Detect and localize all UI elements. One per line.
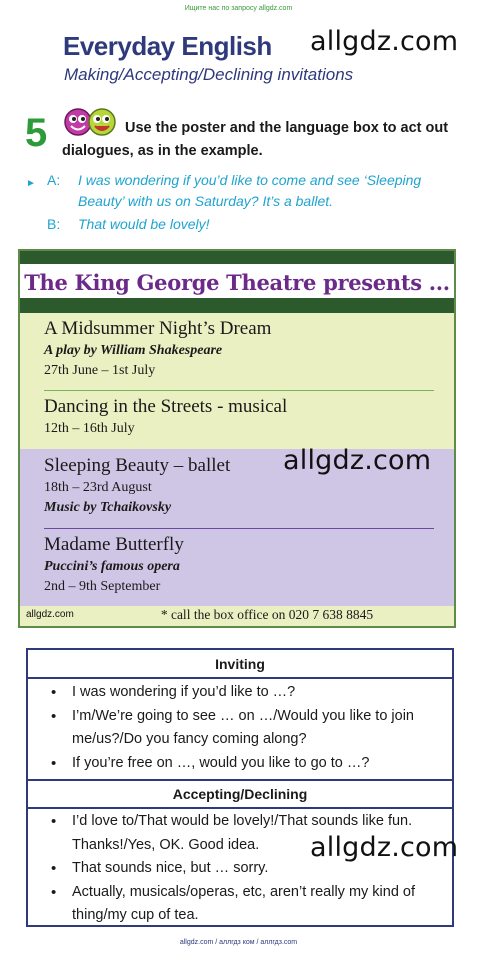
box-office-note: * call the box office on 020 7 638 8845: [160, 607, 374, 622]
theatre-poster: [18, 249, 456, 628]
language-box-separator: [28, 677, 452, 679]
show-dates: 18th – 23rd August: [44, 480, 152, 495]
poster-heading: The King George Theatre presents ...: [24, 270, 450, 295]
exercise-instruction: Use the poster and the language box to act out dialogues, as in the example.: [62, 120, 449, 159]
show-midsummer: [44, 317, 271, 381]
poster-divider: [44, 390, 434, 391]
dialogue-b: [47, 214, 467, 235]
dialogue-b-line: That would be lovely!: [78, 216, 210, 232]
play-icon: ►: [26, 178, 36, 189]
watermark: allgdz.com: [283, 445, 432, 476]
show-title: A Midsummer Night’s Dream: [44, 318, 272, 339]
accepting-declining-heading: Accepting/Declining: [172, 786, 308, 802]
footer: allgdz.com / аллгдз ком / аллгдз.com: [179, 939, 298, 946]
show-sleeping-beauty: [44, 454, 230, 518]
top-note: Ищите нас по запросу allgdz.com: [184, 5, 293, 12]
speaker-b-label: B:: [47, 216, 61, 232]
poster-site-label: allgdz.com: [26, 609, 74, 620]
show-detail: Music by Tchaikovsky: [44, 500, 172, 515]
show-title: Sleeping Beauty – ballet: [44, 455, 231, 476]
list-item: • I was wondering if you’d like to …?: [48, 681, 443, 705]
speaker-a-label: A:: [47, 172, 61, 188]
dialogue-a-line-1: I was wondering if you’d like to come and see ‘Sleeping: [78, 172, 422, 188]
poster-bottom-band: [20, 301, 454, 313]
show-title: Madame Butterfly: [44, 534, 184, 555]
list-item: • I’m/We’re going to see … on …/Would you like to join me/us?/Do you fancy coming along?: [48, 705, 443, 752]
accepting-declining-list: [48, 810, 443, 928]
language-box-separator: [28, 807, 452, 809]
list-item: • If you’re free on …, would you like to go to …?: [48, 752, 443, 776]
show-detail: A play by William Shakespeare: [44, 343, 223, 358]
show-madame-butterfly: [44, 533, 184, 597]
list-item: • That sounds nice, but … sorry.: [48, 857, 443, 881]
exercise-number: 5: [25, 111, 48, 155]
poster-divider: [44, 528, 434, 529]
poster-heading-bar: [20, 261, 454, 301]
poster-top-band: [20, 251, 454, 261]
inviting-list: [48, 681, 443, 775]
page-subtitle: Making/Accepting/Declining invitations: [64, 65, 354, 84]
page-title: Everyday English: [63, 31, 272, 61]
show-title: Dancing in the Streets - musical: [44, 396, 288, 417]
show-dates: 27th June – 1st July: [44, 363, 156, 378]
dialogue-a: [47, 170, 467, 212]
language-box-separator: [28, 779, 452, 781]
watermark: allgdz.com: [310, 832, 459, 863]
show-dates: 2nd – 9th September: [44, 579, 161, 594]
list-item: • I’d love to/That would be lovely!/That sounds like fun. Thanks!/Yes, OK. Good idea.: [48, 810, 443, 857]
language-box: [26, 648, 454, 927]
list-item: • Actually, musicals/operas, etc, aren’t really my kind of thing/my cup of tea.: [48, 881, 443, 928]
watermark: allgdz.com: [310, 26, 459, 57]
show-detail: Puccini’s famous opera: [44, 559, 180, 574]
show-dancing: [44, 395, 287, 439]
dialogue-a-line-2: Beauty’ with us on Saturday? It’s a ballet.: [78, 193, 334, 209]
show-dates: 12th – 16th July: [44, 421, 135, 436]
inviting-heading: Inviting: [215, 656, 265, 672]
